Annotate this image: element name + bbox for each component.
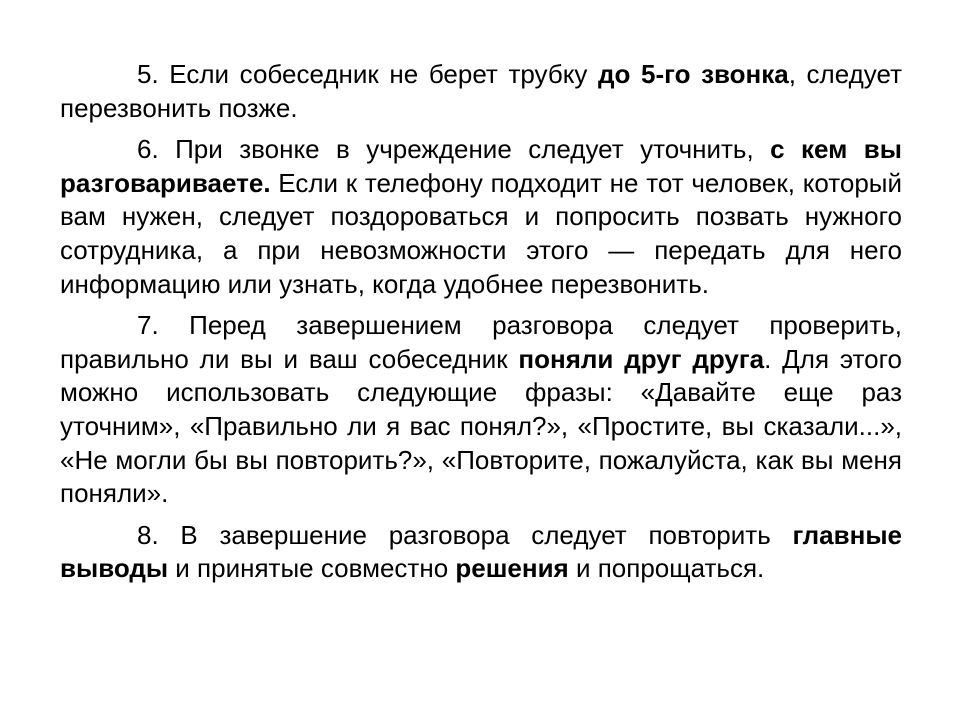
- paragraph-7: [60, 309, 902, 511]
- paragraph-7-emphasis: поняли друг друга: [518, 343, 765, 374]
- paragraph-5: [60, 58, 902, 125]
- paragraph-5-text: 5. Если собеседник не берет трубку: [137, 59, 598, 89]
- paragraph-5-emphasis: до 5-го звонка: [598, 59, 789, 89]
- paragraph-7-text: 7. Перед завершением разговора следует проверить, правильно ли вы и ваш собеседник: [60, 310, 902, 374]
- slide-body: [60, 58, 902, 594]
- paragraph-8-text-middle: и принятые совместно: [168, 553, 456, 584]
- paragraph-8: [60, 519, 902, 586]
- paragraph-8-text-end: и попрощаться.: [568, 553, 765, 584]
- paragraph-6-text: 6. При звонке в учреждение следует уточнить,: [137, 134, 771, 165]
- paragraph-8-emphasis-conclusions: главные выводы: [60, 519, 902, 584]
- paragraph-8-text: 8. В завершение разговора следует повторить: [137, 519, 793, 550]
- paragraph-5-text-end: , следует перезвонить позже.: [60, 59, 902, 123]
- paragraph-7-text-end: . Для этого можно использовать следующие фразы: «Давайте еще раз уточним», «Правильно ли я вас понял?», «Простите, вы сказали...», «Не могли бы вы повторить?», «Повторите, пожалуйста, как вы меня поняли».: [60, 343, 902, 509]
- paragraph-6: [60, 133, 902, 301]
- paragraph-8-emphasis-decisions: решения: [455, 553, 569, 584]
- paragraph-6-emphasis: с кем вы разговариваете.: [60, 134, 902, 198]
- paragraph-6-text-end: Если к телефону подходит не тот человек, который вам нужен, следует поздороваться и попросить позвать нужного сотрудника, а при невозможности этого — передать для него информацию или узнать, когда удобнее перезвонить.: [60, 167, 902, 299]
